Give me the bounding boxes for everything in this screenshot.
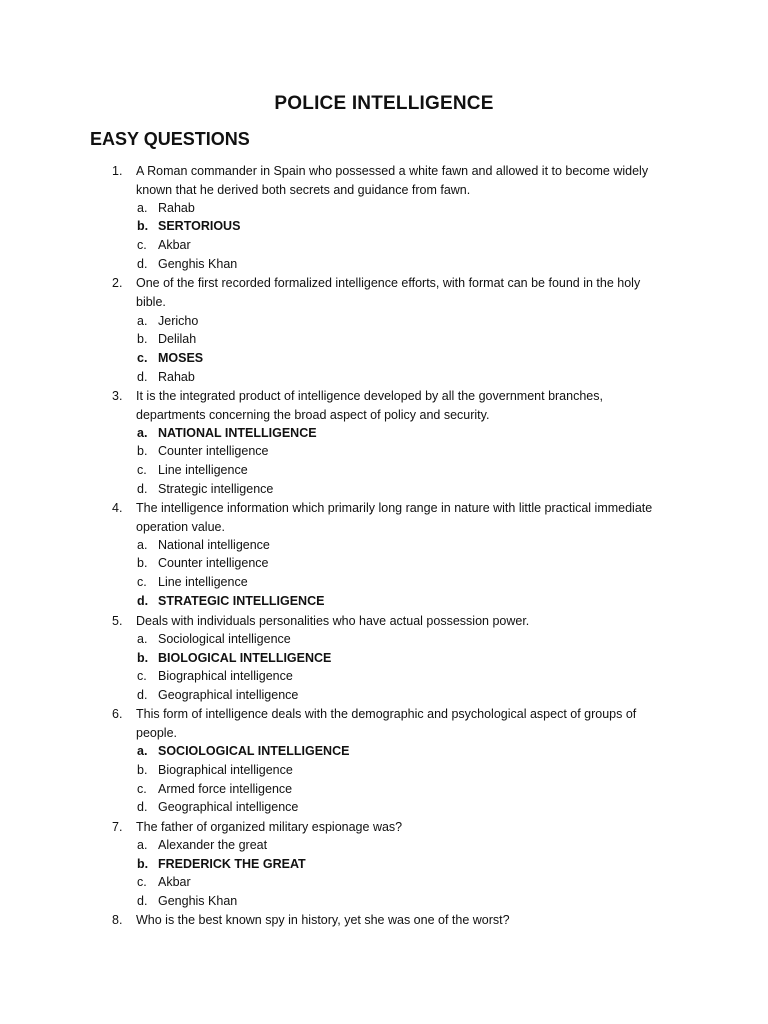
option-text: Geographical intelligence — [158, 800, 299, 814]
option-text: Alexander the great — [158, 838, 268, 852]
option-text: SERTORIOUS — [158, 219, 241, 233]
option-text: Armed force intelligence — [158, 782, 293, 796]
question-number: 7. — [112, 820, 123, 834]
option-letter: d. — [137, 894, 148, 908]
option-text: Line intelligence — [158, 575, 248, 589]
question-text: Who is the best known spy in history, yet she was one of the worst? — [136, 913, 510, 927]
option-letter: d. — [137, 800, 148, 814]
option-letter: a. — [137, 632, 148, 646]
option-text: Counter intelligence — [158, 556, 269, 570]
question-text: The intelligence information which primarily long range in nature with little practical immediate operation value. — [136, 501, 653, 534]
option-text: Genghis Khan — [158, 257, 238, 271]
question-text: It is the integrated product of intelligence developed by all the government branches, departments concerning the broad aspect of policy and security. — [136, 389, 603, 422]
question-text: Deals with individuals personalities who have actual possession power. — [136, 614, 530, 628]
option-letter: a. — [137, 538, 148, 552]
option-letter: b. — [137, 651, 149, 665]
option-letter: a. — [137, 201, 148, 215]
option-letter: b. — [137, 763, 148, 777]
option-letter: d. — [137, 482, 148, 496]
option-text: Rahab — [158, 201, 195, 215]
option-letter: a. — [137, 314, 148, 328]
question-text: A Roman commander in Spain who possessed a white fawn and allowed it to become widely known that he derived both secrets and guidance from fawn. — [136, 164, 649, 197]
option-letter: c. — [137, 575, 147, 589]
option-text: Jericho — [158, 314, 199, 328]
option-letter: c. — [137, 875, 147, 889]
option-letter: b. — [137, 219, 149, 233]
option-text: Line intelligence — [158, 463, 248, 477]
option-text: Biographical intelligence — [158, 763, 293, 777]
option-text: Akbar — [158, 875, 191, 889]
option-letter: b. — [137, 556, 148, 570]
question-number: 1. — [112, 164, 123, 178]
option-letter: d. — [137, 594, 149, 608]
question-number: 2. — [112, 276, 123, 290]
option-letter: d. — [137, 688, 148, 702]
option-text: Counter intelligence — [158, 444, 269, 458]
option-text: Sociological intelligence — [158, 632, 291, 646]
option-letter: b. — [137, 857, 149, 871]
question-text: This form of intelligence deals with the demographic and psychological aspect of groups of people. — [136, 707, 637, 740]
option-letter: d. — [137, 370, 148, 384]
option-text: Genghis Khan — [158, 894, 238, 908]
option-text: Biographical intelligence — [158, 669, 293, 683]
document-title: POLICE INTELLIGENCE — [274, 93, 494, 114]
option-text: SOCIOLOGICAL INTELLIGENCE — [158, 744, 350, 758]
question-number: 6. — [112, 707, 123, 721]
question-number: 8. — [112, 913, 123, 927]
option-letter: c. — [137, 782, 147, 796]
option-text: BIOLOGICAL INTELLIGENCE — [158, 651, 332, 665]
question-text: The father of organized military espionage was? — [136, 820, 403, 834]
option-text: MOSES — [158, 351, 204, 365]
option-text: Rahab — [158, 370, 195, 384]
option-letter: d. — [137, 257, 148, 271]
question-number: 4. — [112, 501, 123, 515]
option-text: STRATEGIC INTELLIGENCE — [158, 594, 325, 608]
option-letter: c. — [137, 463, 147, 477]
option-text: Strategic intelligence — [158, 482, 274, 496]
option-text: Delilah — [158, 332, 197, 346]
option-letter: c. — [137, 238, 147, 252]
option-letter: a. — [137, 744, 148, 758]
option-text: NATIONAL INTELLIGENCE — [158, 426, 317, 440]
option-letter: a. — [137, 426, 148, 440]
option-letter: b. — [137, 444, 148, 458]
option-text: Akbar — [158, 238, 191, 252]
option-letter: c. — [137, 669, 147, 683]
option-text: FREDERICK THE GREAT — [158, 857, 306, 871]
option-letter: a. — [137, 838, 148, 852]
option-letter: c. — [137, 351, 148, 365]
question-text: One of the first recorded formalized intelligence efforts, with format can be found in the holy bible. — [136, 276, 641, 309]
question-number: 3. — [112, 389, 123, 403]
option-letter: b. — [137, 332, 148, 346]
section-heading: EASY QUESTIONS — [90, 129, 250, 149]
question-number: 5. — [112, 614, 123, 628]
option-text: National intelligence — [158, 538, 270, 552]
option-text: Geographical intelligence — [158, 688, 299, 702]
